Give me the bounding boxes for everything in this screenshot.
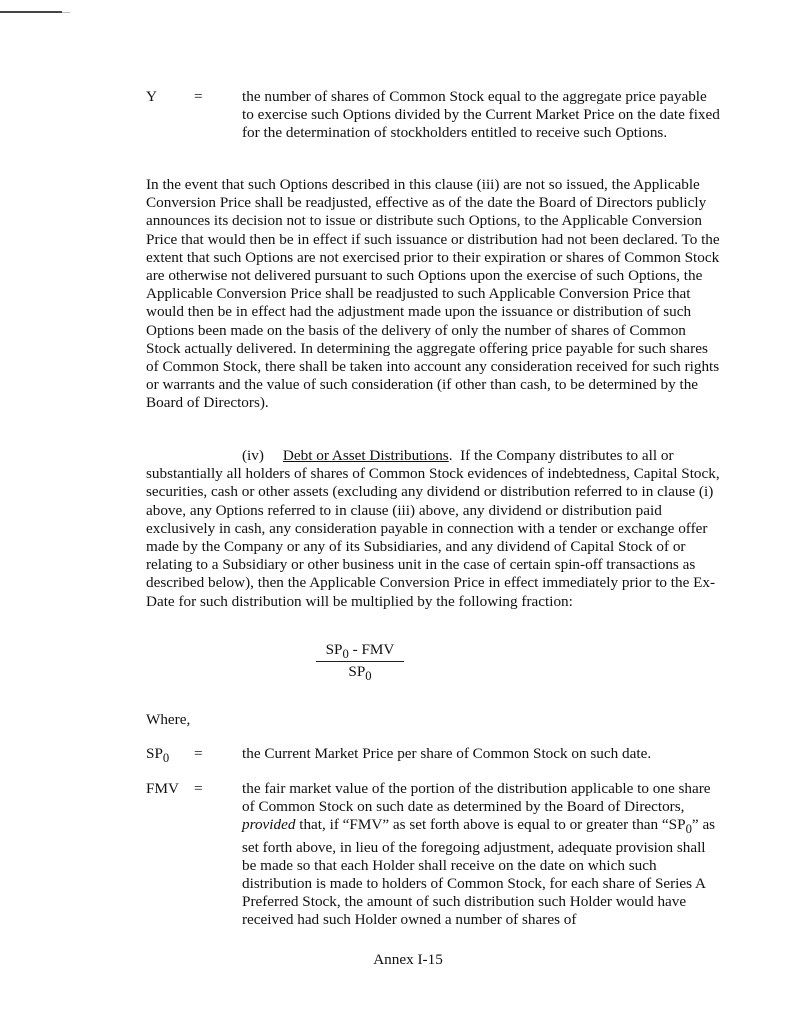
- section-body: If the Company distributes to all or substantially all holders of shares of Common Stock evidences of indebtedness, Capital Stock, securities, cash or other assets (excluding any dividend or distribution referred to in clause (i) above, any Options referred to in clause (iii) above, any dividend or distribution paid exclusively in cash, any consideration payable in connection with a tender or exchange offer made by the Company or any of its Subsidiaries, and any dividend of Capital Stock of or relating to a Subsidiary or other business unit in the case of certain spin-off transactions as described below), then the Applicable Conversion Price in effect immediately prior to the Ex-Date for such distribution will be multiplied by the following fraction:: [146, 447, 720, 610]
- section-iv-paragraph: [146, 447, 721, 611]
- scan-edge-mark: [62, 12, 70, 13]
- definition-symbol: Y: [146, 88, 157, 105]
- definition-symbol: $SP_0$: [146, 745, 170, 766]
- heading-period: .: [448, 447, 453, 464]
- provided-italic: provided: [242, 816, 296, 834]
- definition-y: [146, 88, 721, 143]
- equals-sign: =: [194, 745, 203, 762]
- adjustment-fraction: [316, 641, 404, 685]
- definition-text: the Current Market Price per share of Common Stock on such date.: [242, 745, 652, 762]
- definition-fmv: [146, 780, 721, 930]
- definition-symbol: FMV: [146, 780, 179, 797]
- definition-text: the number of shares of Common Stock equal to the aggregate price payable to exercise such Options divided by the Current Market Price on the date fixed for the determination of stockholders entitled to receive such Options.: [242, 88, 720, 142]
- definition-text: the fair market value of the portion of the distribution applicable to one share of Common Stock on such date as determined by the Board of Directors, provided that, if “FMV” as set forth above is equal to or greater than “$SP_0$” as set forth above, in lieu of the foregoing adjustment, adequate provision shall be made so that each Holder shall receive on the date on which such distribution is made to holders of Common Stock, for each share of Series A Preferred Stock, the amount of such distribution such Holder would have received had such Holder owned a number of shares of: [242, 780, 716, 929]
- equals-sign: =: [194, 780, 203, 797]
- scan-edge-mark: [0, 11, 62, 13]
- section-heading: Debt or Asset Distributions: [282, 447, 449, 464]
- where-label: Where,: [146, 711, 191, 728]
- page-footer: Annex I-15: [373, 951, 443, 968]
- fraction-numerator: $SP_0$ - FMV: [316, 641, 404, 662]
- equals-sign: =: [194, 88, 203, 105]
- definition-sp0: [146, 745, 721, 766]
- paragraph-options-readjustment: In the event that such Options described in this clause (iii) are not so issued, the Applicable Conversion Price shall be readjusted, effective as of the date the Board of Directors publicly announces its decision not to issue or distribute such Options, to the Applicable Conversion Price that would then be in effect if such issuance or distribution had not been declared. To the extent that such Options are not exercised prior to their expiration or shares of Common Stock are otherwise not delivered pursuant to such Options upon the exercise of such Options, the Applicable Conversion Price shall be readjusted to such Applicable Conversion Price that would then be in effect had the adjustment made upon the issuance or distribution of such Options been made on the basis of the delivery of only the number of shares of Common Stock actually delivered. In determining the aggregate offering price payable for such shares of Common Stock, there shall be taken into account any consideration received for such rights or warrants and the value of such consideration (if other than cash, to be determined by the Board of Directors).: [146, 176, 720, 412]
- section-number: (iv): [242, 447, 264, 464]
- fraction-denominator: $SP_0$: [348, 663, 372, 684]
